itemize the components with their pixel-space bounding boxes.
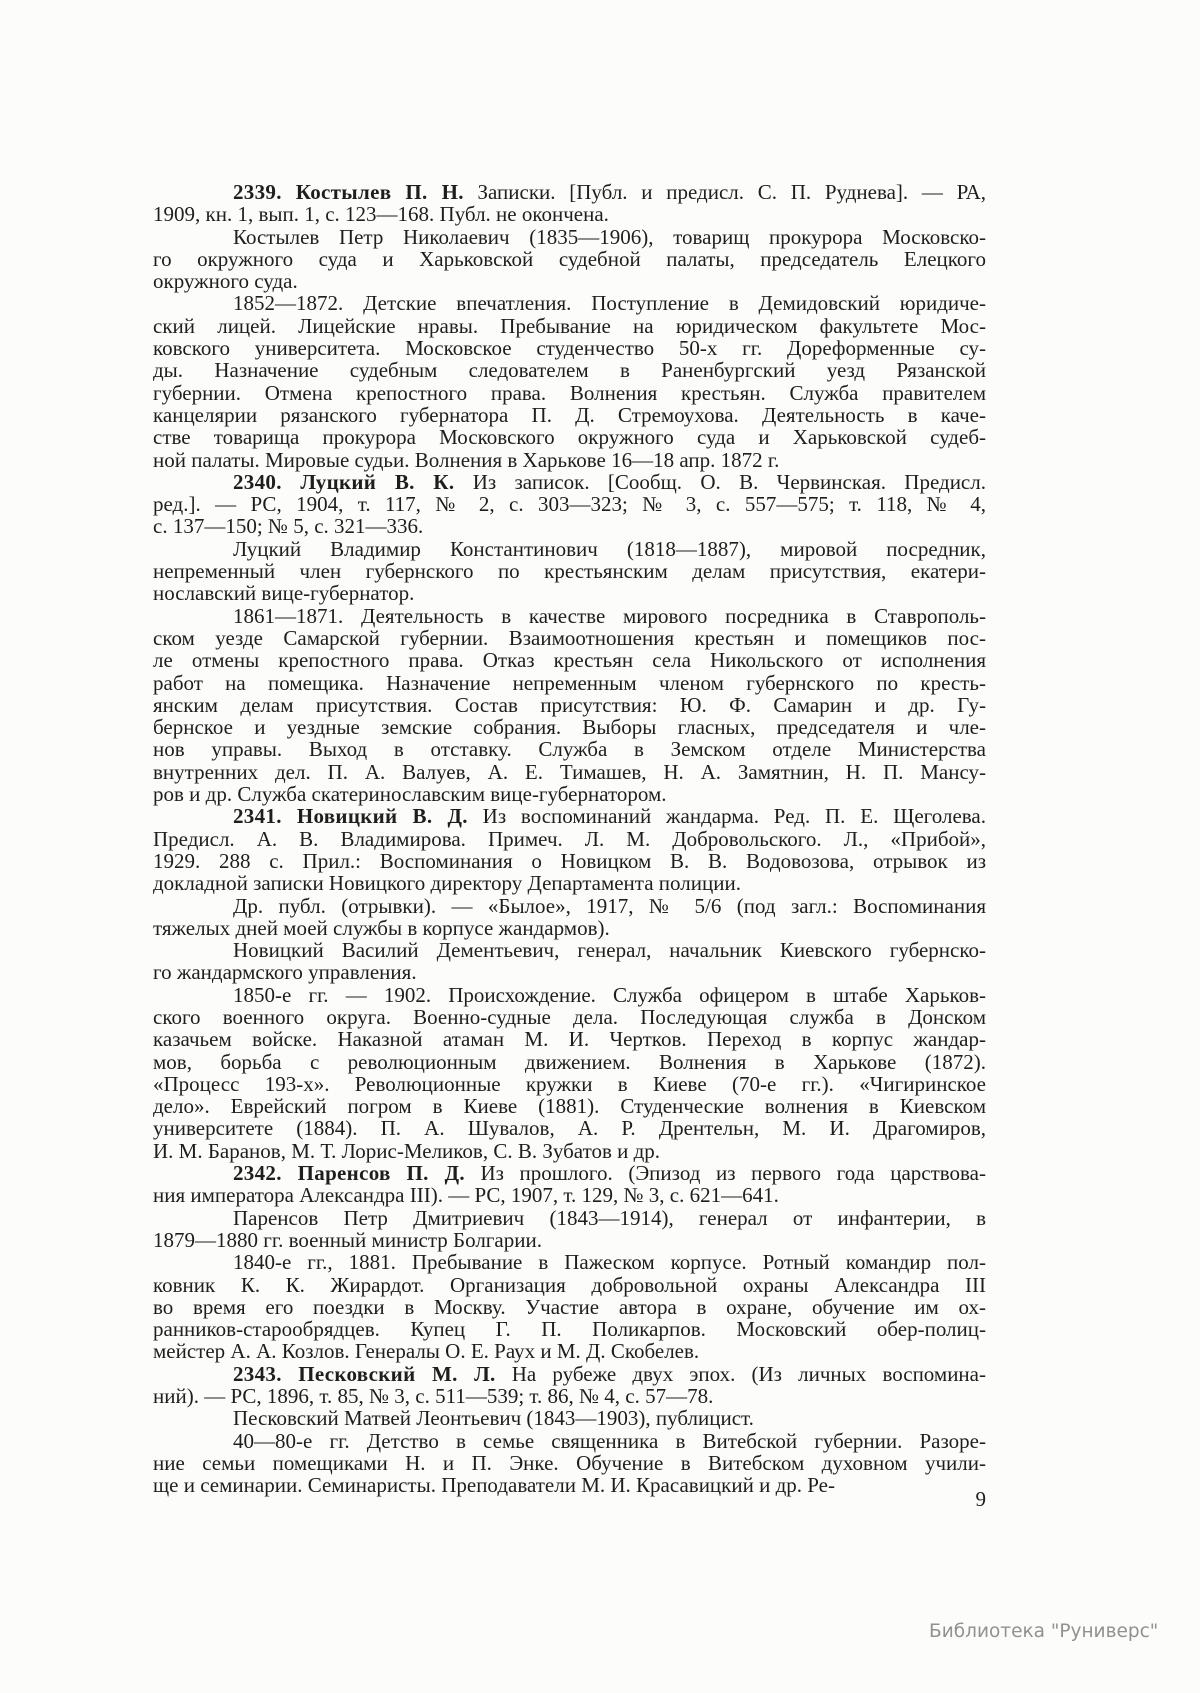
text-line: губернии. Отмена крепостного права. Волнения крестьян. Служба правителем [153,380,986,405]
paragraph [153,471,986,538]
text-line: внутренних дел. П. А. Валуев, А. Е. Тимашев, Н. А. Замятнин, Н. П. Мансу- [153,759,986,784]
text-line: 1852—1872. Детские впечатления. Поступление в Демидовский юридиче- [233,291,986,316]
text-line: 2341. Новицкий В. Д. Из воспоминаний жандарма. Ред. П. Е. Щеголева. [233,804,986,829]
text-line: ров и др. Служба скатеринославским вице-губернатором. [153,782,667,807]
text-line: Луцкий Владимир Константинович (1818—1887), мировой посредник, [233,536,986,561]
entry-heading: 2343. Песковский М. Л. [233,1361,496,1386]
text-line: 1861—1871. Деятельность в качестве мирового посредника в Ставрополь- [233,603,986,628]
entry-2343 [153,1363,986,1497]
text-line: 2340. Луцкий В. К. Из записок. [Сообщ. О. В. Червинская. Предисл. [233,469,986,494]
text-line: работ на помещика. Назначение непременным членом губернского по кресть- [153,670,986,695]
text-line: 1879—1880 гг. военный министр Болгарии. [153,1227,542,1252]
text-line: во время его поездки в Москву. Участие автора в охране, обучение им ох- [153,1294,986,1319]
watermark: Библиотека "Руниверс" [929,1621,1159,1642]
paragraph [153,292,986,470]
text-line: ском уезде Самарской губернии. Взаимоотношения крестьян и помещиков пос- [153,625,986,650]
text-line: 1929. 288 с. Прил.: Воспоминания о Новицком В. В. Водовозова, отрывок из [153,848,986,873]
entry-2341 [153,805,986,1162]
paragraph [153,1407,986,1429]
paragraph [153,805,986,894]
paragraph [153,895,986,940]
text-line: ред.]. — РС, 1904, т. 117, № 2, с. 303—323; № 3, с. 557—575; т. 118, № 4, [153,492,986,517]
text-line: И. М. Баранов, М. Т. Лорис-Меликов, С. В. Зубатов и др. [153,1138,661,1163]
page-number: 9 [975,1487,986,1511]
text-line: ский лицей. Лицейские нравы. Пребывание на юридическом факультете Мос- [153,313,986,338]
text-line: го жандармского управления. [153,960,417,985]
text-line: канцелярии рязанского губернатора П. Д. Стремоухова. Деятельность в каче- [153,402,986,427]
paragraph [153,939,986,984]
text-line: бернское и уездные земские собрания. Выборы гласных, председателя и чле- [153,715,986,740]
text-line: ние семьи помещиками Н. и П. Энке. Обучение в Витебском духовном учили- [153,1450,986,1475]
text-line: го окружного суда и Харьковской судебной палаты, председатель Елецкого [153,246,986,271]
text-line: университете (1884). П. А. Шувалов, А. Р. Дрентельн, М. И. Драгомиров, [153,1116,986,1141]
text-line: 40—80-е гг. Детство в семье священника в Витебской губернии. Разоре- [233,1428,986,1453]
text-line: казачьем войске. Наказной атаман М. И. Чертков. Переход в корпус жандар- [153,1027,986,1052]
text-line: ния императора Александра III). — РС, 1907, т. 129, № 3, с. 621—641. [153,1183,779,1208]
paragraph [153,984,986,1162]
paragraph [153,1363,986,1408]
text-line: янским делам присутствия. Состав присутствия: Ю. Ф. Самарин и др. Гу- [153,692,986,717]
paragraph [153,226,986,293]
paragraph [153,538,986,605]
paragraph [153,1207,986,1252]
text-line: ды. Назначение судебным следователем в Раненбургский уезд Рязанской [153,358,986,383]
entry-heading: 2340. Луцкий В. К. [233,469,455,494]
text-line: ковского университета. Московское студенчество 50-х гг. Дореформенные су- [153,336,986,361]
text-line: «Процесс 193-х». Революционные кружки в Киеве (70-е гг.). «Чигиринское [153,1071,986,1096]
text-block [153,181,986,1497]
paragraph [153,1251,986,1362]
text-line: дело». Еврейский погром в Киеве (1881). Студенческие волнения в Киевском [153,1094,986,1119]
text-line: ского военного округа. Военно-судные дела. Последующая служба в Донском [153,1004,986,1029]
entry-heading: 2341. Новицкий В. Д. [233,804,468,829]
text-line: 2343. Песковский М. Л. На рубеже двух эпох. (Из личных воспомина- [233,1361,986,1386]
entry-2339 [153,181,986,471]
text-line: Др. публ. (отрывки). — «Былое», 1917, № 5/6 (под загл.: Воспоминания [233,893,986,918]
text-line: докладной записки Новицкого директору Департамента полиции. [153,871,741,896]
paragraph [153,605,986,806]
text-line: Предисл. А. В. Владимирова. Примеч. Л. М. Добровольского. Л., «Прибой», [153,826,986,851]
text-line: ковник К. К. Жирардот. Организация добровольной охраны Александра III [153,1272,986,1297]
text-line: 1909, кн. 1, вып. 1, с. 123—168. Публ. не окончена. [153,202,609,227]
text-line: нов управы. Выход в отставку. Служба в Земском отделе Министерства [153,737,986,762]
paragraph [153,1162,986,1207]
text-line: мов, борьба с революционным движением. Волнения в Харькове (1872). [153,1049,986,1074]
text-line: ной палаты. Мировые судьи. Волнения в Харькове 16—18 апр. 1872 г. [153,447,780,472]
entry-heading: 2342. Паренсов П. Д. [233,1161,465,1186]
text-line: нославский вице-губернатор. [153,581,415,606]
text-line: непременный член губернского по крестьянским делам присутствия, екатери- [153,559,986,584]
text-line: 1840-е гг., 1881. Пребывание в Пажеском корпусе. Ротный командир пол- [233,1250,986,1275]
text-line: окружного суда. [153,269,298,294]
text-line: мейстер А. А. Козлов. Генералы О. Е. Раух и М. Д. Скобелев. [153,1339,700,1364]
text-line: с. 137—150; № 5, с. 321—336. [153,514,424,539]
text-line: ранников-старообрядцев. Купец Г. П. Поликарпов. Московский обер-полиц- [153,1317,986,1342]
text-line: Песковский Матвей Леонтьевич (1843—1903), публицист. [233,1406,754,1431]
text-line: Паренсов Петр Дмитриевич (1843—1914), генерал от инфантерии, в [233,1205,986,1230]
text-line: тяжелых дней моей службы в корпусе жандармов). [153,915,610,940]
text-line: Костылев Петр Николаевич (1835—1906), товарищ прокурора Московско- [233,224,986,249]
text-line: 1850-е гг. — 1902. Происхождение. Служба офицером в штабе Харьков- [233,982,986,1007]
entry-2342 [153,1162,986,1363]
text-line: ле отмены крепостного права. Отказ крестьян села Никольского от исполнения [153,648,986,673]
text-line: ний). — РС, 1896, т. 85, № 3, с. 511—539; т. 86, № 4, с. 57—78. [153,1384,714,1409]
text-line: 2342. Паренсов П. Д. Из прошлого. (Эпизод из первого года царствова- [233,1161,986,1186]
text-line: 2339. Костылев П. Н. Записки. [Публ. и предисл. С. П. Руднева]. — РА, [233,180,987,204]
text-line: стве товарища прокурора Московского окружного суда и Харьковской судеб- [153,425,986,450]
entry-2340 [153,471,986,805]
text-line: ще и семинарии. Семинаристы. Преподаватели М. И. Красавицкий и др. Ре- [153,1473,835,1498]
paragraph [153,181,986,226]
entry-heading: 2339. Костылев П. Н. [233,180,464,204]
text-line: Новицкий Василий Дементьевич, генерал, начальник Киевского губернско- [233,938,986,963]
